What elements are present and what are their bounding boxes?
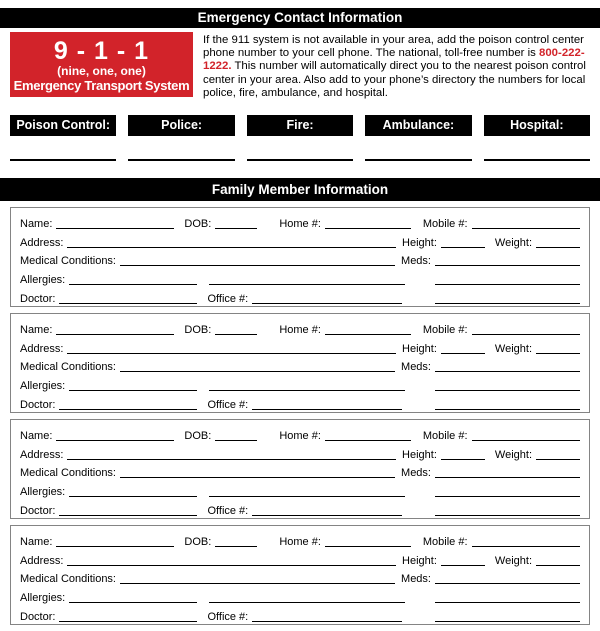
height-writein-line [441,564,485,566]
address-writein-line [67,564,396,566]
doctor-writein-line [59,620,197,622]
height-label: Height: [402,236,437,249]
mobile-phone-writein-line [472,439,580,441]
doctor-writein-line [59,408,197,410]
meds-writein-line [435,476,580,478]
mobile-phone-writein-line [472,227,580,229]
name-row [20,319,580,338]
poison-control-writein-line [10,159,116,161]
allergies-row [20,587,580,606]
medical-row [20,357,580,376]
address-writein-line [67,246,396,248]
allergies-continuation-line [209,495,405,497]
name-writein-line [56,439,174,441]
address-label: Address: [20,554,64,567]
allergies-writein-line [69,283,197,285]
meds-writein-line [435,370,580,372]
911-spelled-out: (nine, one, one) [57,63,146,78]
doctor-row [20,288,580,307]
medical-conditions-label: Medical Conditions: [20,573,116,586]
mobile-phone-writein-line [472,333,580,335]
allergies-label: Allergies: [20,380,66,393]
home-phone-writein-line [325,545,411,547]
allergies-label: Allergies: [20,486,66,499]
allergies-writein-line [69,601,197,603]
meds-label: Meds: [401,467,431,480]
contact-label-hospital: Hospital: [484,115,590,136]
meds-label: Meds: [401,361,431,374]
address-label: Address: [20,236,64,249]
doctor-row [20,606,580,625]
weight-writein-line [536,564,580,566]
home-phone-writein-line [325,227,411,229]
mobile-phone-label: Mobile #: [422,535,468,548]
doctor-row [20,500,580,519]
medical-conditions-writein-line [120,476,395,478]
dob-writein-line [215,439,257,441]
doctor-row [20,394,580,413]
height-label: Height: [402,342,437,355]
family-member-block-4 [10,525,590,625]
medical-conditions-label: Medical Conditions: [20,255,116,268]
meds-writein-line [435,264,580,266]
medical-conditions-writein-line [120,264,395,266]
home-phone-writein-line [325,439,411,441]
dob-label: DOB: [184,535,212,548]
office-phone-label: Office #: [207,293,249,305]
name-writein-line [56,227,174,229]
weight-writein-line [536,246,580,248]
address-row [20,550,580,569]
medical-conditions-label: Medical Conditions: [20,467,116,480]
doctor-label: Doctor: [20,293,56,305]
dob-label: DOB: [184,217,212,230]
medical-row [20,569,580,588]
family-member-block-1 [10,207,590,307]
office-phone-label: Office #: [207,399,249,411]
name-label: Name: [20,217,53,230]
address-label: Address: [20,448,64,461]
intro-text-after: This number will automatically direct you to the nearest poison control center in your area. Also add to your phone’s directory the numbers for local police, fire, ambulance, and hospital. [203,60,586,99]
address-row [20,444,580,463]
medical-conditions-writein-line [120,582,395,584]
mobile-phone-label: Mobile #: [422,323,468,336]
office-phone-label: Office #: [207,505,249,517]
contact-label-fire: Fire: [247,115,353,136]
meds-continuation-line [435,389,580,391]
family-member-block-3 [10,419,590,519]
office-phone-label: Office #: [207,611,249,623]
address-writein-line [67,352,396,354]
doctor-label: Doctor: [20,399,56,411]
police-writein-line [128,159,234,161]
address-writein-line [67,458,396,460]
medical-conditions-writein-line [120,370,395,372]
medical-conditions-label: Medical Conditions: [20,361,116,374]
address-row [20,232,580,251]
address-row [20,338,580,357]
office-phone-writein-line [252,514,402,516]
ambulance-writein-line [365,159,471,161]
name-label: Name: [20,535,53,548]
hospital-writein-line [484,159,590,161]
doctor-writein-line [59,514,197,516]
intro-section [10,32,590,100]
office-phone-writein-line [252,408,402,410]
contact-label-ambulance: Ambulance: [365,115,471,136]
height-label: Height: [402,554,437,567]
meds-continuation-line [435,495,580,497]
911-emergency-box [10,32,193,97]
address-label: Address: [20,342,64,355]
dob-writein-line [215,545,257,547]
height-writein-line [441,246,485,248]
height-label: Height: [402,448,437,461]
office-phone-writein-line [252,302,402,304]
home-phone-label: Home #: [279,535,321,548]
home-phone-label: Home #: [279,323,321,336]
allergies-writein-line [69,389,197,391]
home-phone-label: Home #: [279,217,321,230]
allergies-continuation-line [209,389,405,391]
dob-writein-line [215,333,257,335]
allergies-row [20,269,580,288]
911-caption: Emergency Transport System [13,77,190,93]
allergies-row [20,481,580,500]
meds-label: Meds: [401,255,431,268]
contact-writein-row [10,159,590,161]
doctor-label: Doctor: [20,505,56,517]
office-phone-writein-line [252,620,402,622]
medical-row [20,251,580,270]
contact-label-poison-control: Poison Control: [10,115,116,136]
name-label: Name: [20,323,53,336]
intro-paragraph [203,34,590,100]
allergies-writein-line [69,495,197,497]
emergency-contact-header: Emergency Contact Information [0,8,600,28]
family-member-header: Family Member Information [0,178,600,201]
doctor-label: Doctor: [20,611,56,623]
meds-continuation-line [435,283,580,285]
meds-label: Meds: [401,573,431,586]
meds-writein-line [435,582,580,584]
dob-writein-line [215,227,257,229]
poison-control-phone-number: 800-222-1222. [203,47,585,73]
meds-continuation-line-2 [435,302,580,304]
weight-label: Weight: [494,448,532,461]
meds-continuation-line [435,601,580,603]
meds-continuation-line-2 [435,408,580,410]
allergies-row [20,375,580,394]
weight-writein-line [536,458,580,460]
allergies-continuation-line [209,601,405,603]
family-member-block-2 [10,313,590,413]
height-writein-line [441,458,485,460]
medical-row [20,463,580,482]
mobile-phone-writein-line [472,545,580,547]
allergies-continuation-line [209,283,405,285]
allergies-label: Allergies: [20,592,66,605]
doctor-writein-line [59,302,197,304]
name-row [20,531,580,550]
name-label: Name: [20,429,53,442]
dob-label: DOB: [184,323,212,336]
911-number: 9 - 1 - 1 [53,36,150,65]
name-writein-line [56,545,174,547]
mobile-phone-label: Mobile #: [422,429,468,442]
home-phone-writein-line [325,333,411,335]
meds-continuation-line-2 [435,514,580,516]
mobile-phone-label: Mobile #: [422,217,468,230]
weight-label: Weight: [494,342,532,355]
meds-continuation-line-2 [435,620,580,622]
home-phone-label: Home #: [279,429,321,442]
contact-labels-row [10,115,590,136]
weight-writein-line [536,352,580,354]
dob-label: DOB: [184,429,212,442]
intro-text-before: If the 911 system is not available in your area, add the poison control center phone number to your cell phone. The national, toll-free number is [203,34,584,60]
name-row [20,425,580,444]
weight-label: Weight: [494,554,532,567]
contact-label-police: Police: [128,115,234,136]
name-writein-line [56,333,174,335]
allergies-label: Allergies: [20,274,66,287]
weight-label: Weight: [494,236,532,249]
fire-writein-line [247,159,353,161]
name-row [20,213,580,232]
height-writein-line [441,352,485,354]
